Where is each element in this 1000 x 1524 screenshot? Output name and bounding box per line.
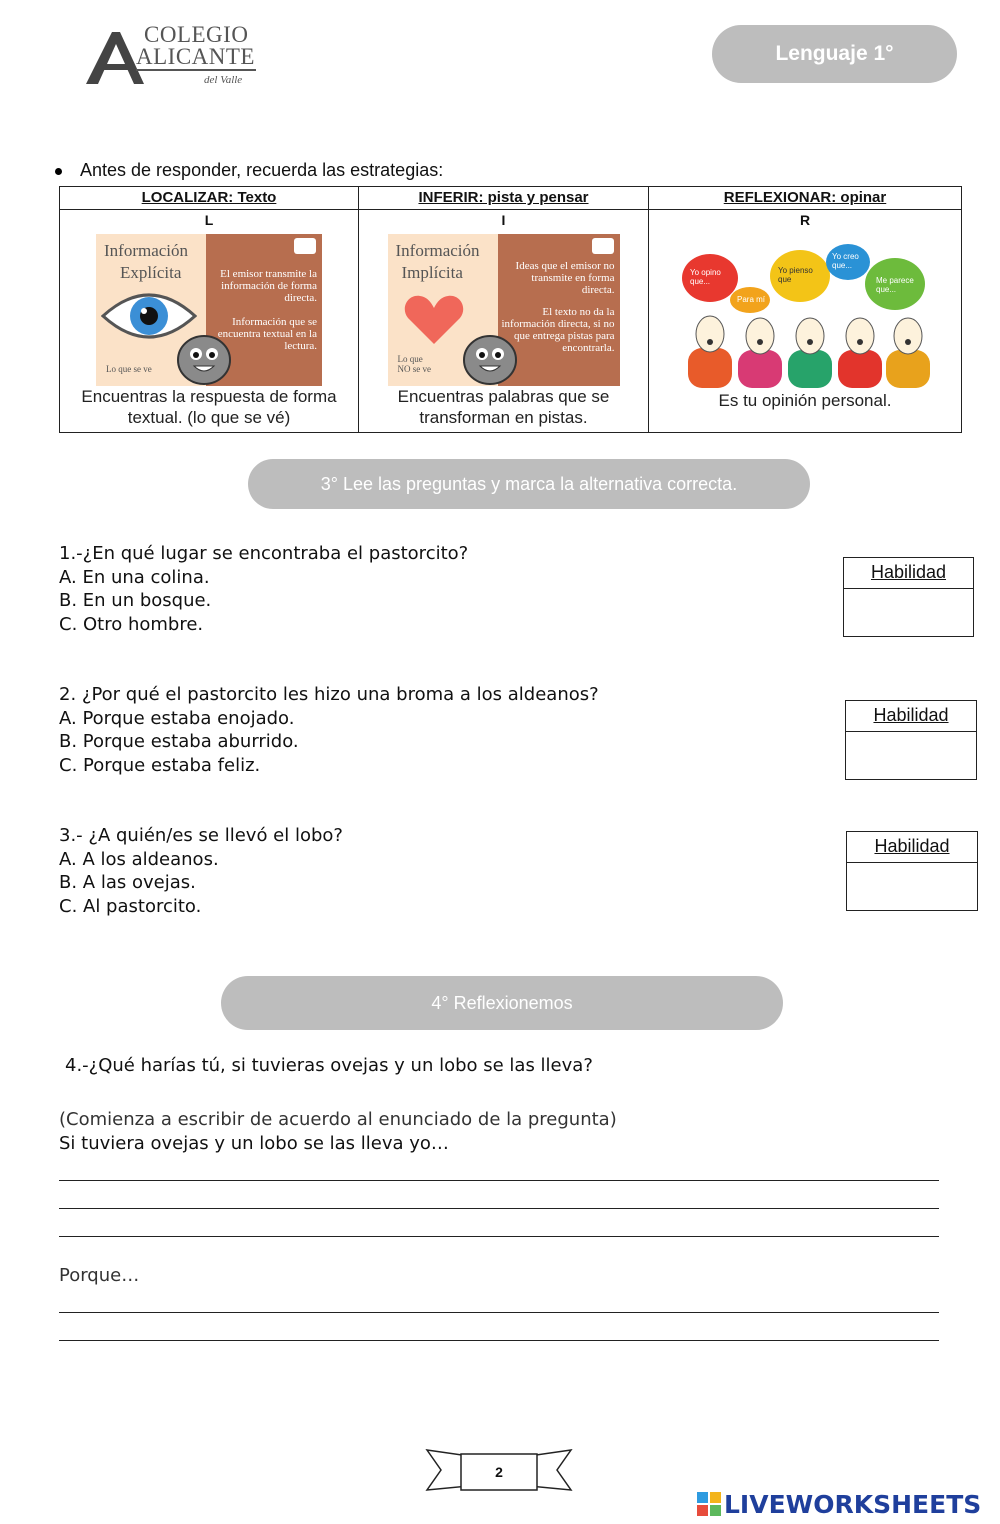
- question-2-option-a[interactable]: A. Porque estaba enojado.: [59, 707, 295, 729]
- page-number: 2: [495, 1464, 503, 1480]
- implicit-card-badge-icon: [592, 238, 614, 254]
- explicit-card-title-1: Información: [104, 241, 189, 260]
- question-3: [59, 824, 343, 918]
- section4-title: 4° Reflexionemos: [431, 992, 573, 1013]
- answer-line-1[interactable]: [59, 1180, 939, 1181]
- explicit-card-small: Lo que se ve: [106, 364, 152, 374]
- strategies-table: [59, 186, 962, 433]
- intro-bullet: [55, 160, 443, 181]
- answer-line-4[interactable]: [59, 1312, 939, 1313]
- question-3-option-c[interactable]: C. Al pastorcito.: [59, 895, 202, 917]
- question-2: [59, 683, 599, 777]
- bubble-text-1: Yo opino que...: [690, 268, 721, 286]
- skill-box-1-label: Habilidad: [844, 558, 973, 589]
- skill-box-2-label: Habilidad: [846, 701, 976, 732]
- question-3-option-b[interactable]: B. A las ovejas.: [59, 872, 196, 893]
- skill-box-3-label: Habilidad: [847, 832, 977, 863]
- strategy-letter-r: R: [799, 212, 811, 228]
- bubble-text-5: Me parece que...: [876, 276, 914, 294]
- strategy-header-reflexionar: REFLEXIONAR: opinar: [649, 187, 962, 210]
- explicit-card-text-1: El emisor transmite la información de forma directa.: [220, 268, 317, 304]
- logo-rule: [136, 69, 256, 71]
- explicit-card-title-2: Explícita: [120, 263, 182, 282]
- reflexionar-caption: Es tu opinión personal.: [718, 391, 892, 410]
- reflection-starter: Si tuviera ovejas y un lobo se las lleva yo…: [59, 1133, 449, 1154]
- localizar-caption: Encuentras la respuesta de forma textual. (lo que se vé): [81, 387, 337, 427]
- question-3-option-a[interactable]: A. A los aldeanos.: [59, 848, 219, 870]
- subject-badge: [712, 25, 957, 83]
- question-3-text: 3.- ¿A quién/es se llevó el lobo?: [59, 825, 343, 846]
- implicit-card-text-2: El texto no da la información directa, si no que entrega pistas para encontrarla.: [501, 306, 615, 354]
- implicit-info-card: [388, 234, 620, 386]
- bubble-text-2: Para mí: [737, 295, 766, 304]
- question-1-text: 1.-¿En qué lugar se encontraba el pastorcito?: [59, 543, 469, 564]
- question-2-option-c[interactable]: C. Porque estaba feliz.: [59, 754, 261, 776]
- school-logo: [84, 24, 259, 94]
- question-1-option-c[interactable]: C. Otro hombre.: [59, 613, 204, 635]
- implicit-card-title-1: Información: [395, 241, 480, 260]
- skill-box-3: [846, 831, 978, 911]
- explicit-card-text-2: Información que se encuentra textual en la lectura.: [217, 316, 317, 352]
- question-2-option-b[interactable]: B. Porque estaba aburrido.: [59, 731, 299, 752]
- implicit-card-small: Lo que NO se ve: [397, 354, 431, 374]
- strategy-letter-l: L: [204, 212, 214, 228]
- strategy-header-inferir: INFERIR: pista y pensar: [359, 187, 649, 210]
- mascot-icon: [460, 330, 520, 386]
- bubble-text-4: Yo creo que...: [832, 252, 859, 270]
- brand-watermark: [697, 1488, 981, 1520]
- question-2-text: 2. ¿Por qué el pastorcito les hizo una broma a los aldeanos?: [59, 684, 599, 705]
- question-1: [59, 542, 468, 636]
- implicit-card-text-1: Ideas que el emisor no transmite en forma directa.: [515, 260, 615, 296]
- bubble-text-3: Yo pienso que: [778, 266, 813, 284]
- skill-box-2: [845, 700, 977, 780]
- question-1-option-a[interactable]: A. En una colina.: [59, 566, 210, 588]
- skill-box-1: [843, 557, 974, 637]
- skill-box-1-answer[interactable]: [844, 589, 973, 637]
- brand-text: LIVEWORKSHEETS: [724, 1489, 982, 1519]
- reflection-instruction: (Comienza a escribir de acuerdo al enunciado de la pregunta): [59, 1109, 617, 1130]
- skill-box-2-answer[interactable]: [846, 732, 976, 780]
- reflection-question: 4.-¿Qué harías tú, si tuvieras ovejas y un lobo se las lleva?: [65, 1055, 593, 1076]
- explicit-info-card: [96, 234, 322, 386]
- answer-line-5[interactable]: [59, 1340, 939, 1341]
- section4-banner: [221, 976, 783, 1030]
- people-talking-icon: [680, 238, 930, 388]
- strategy-letter-i: I: [501, 212, 506, 228]
- explicit-card-badge-icon: [294, 238, 316, 254]
- mascot-icon: [174, 330, 234, 386]
- heart-icon: [402, 292, 466, 348]
- logo-line3: del Valle: [204, 74, 243, 86]
- liveworksheets-logo-icon: [697, 1492, 721, 1516]
- skill-box-3-answer[interactable]: [847, 863, 977, 911]
- logo-line1: COLEGIO: [144, 22, 249, 47]
- answer-line-3[interactable]: [59, 1236, 939, 1237]
- inferir-caption: Encuentras palabras que se transforman en pistas.: [397, 387, 610, 427]
- logo-a-icon: [84, 28, 144, 88]
- subject-badge-text: Lenguaje 1°: [775, 42, 894, 65]
- logo-line2: ALICANTE: [136, 44, 255, 69]
- bullet-dot-icon: [55, 168, 62, 175]
- strategy-header-localizar: LOCALIZAR: Texto: [60, 187, 359, 210]
- page-number-ribbon: [425, 1446, 573, 1494]
- section3-title: 3° Lee las preguntas y marca la alternativa correcta.: [320, 473, 738, 494]
- intro-text: Antes de responder, recuerda las estrategias:: [80, 160, 444, 180]
- question-1-option-b[interactable]: B. En un bosque.: [59, 590, 212, 611]
- opinion-illustration: [680, 238, 930, 388]
- reflection-because: Porque…: [59, 1265, 140, 1286]
- implicit-card-title-2: Implícita: [401, 263, 463, 282]
- answer-line-2[interactable]: [59, 1208, 939, 1209]
- section3-banner: [248, 459, 810, 509]
